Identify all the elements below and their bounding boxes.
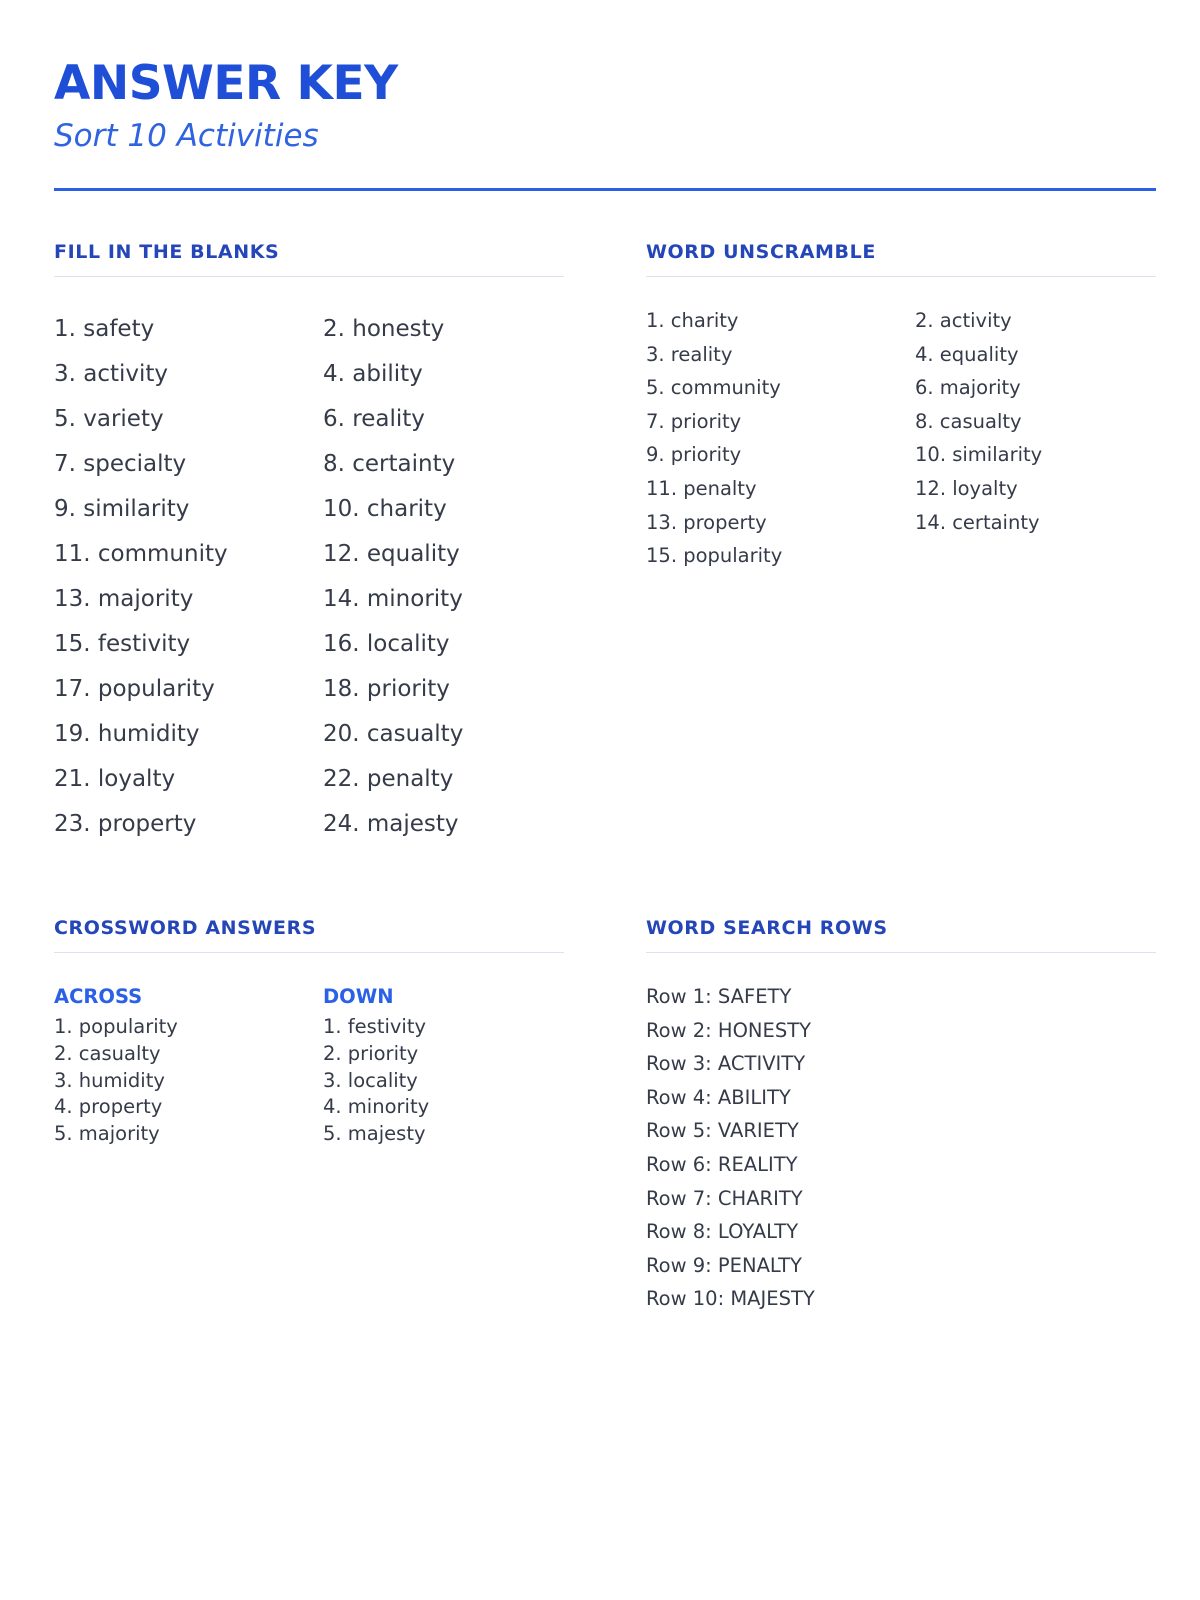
answer-item: 13. property <box>646 510 767 534</box>
answer-item: 1. safety <box>54 316 155 342</box>
answer-item: 8. certainty <box>323 451 456 477</box>
answer-item: 14. minority <box>323 586 463 612</box>
across-answer: 1. popularity <box>54 1015 178 1038</box>
down-answer: 5. majesty <box>323 1122 426 1146</box>
section-heading: CROSSWORD ANSWERS <box>54 917 317 939</box>
across-answer: 4. property <box>54 1095 163 1119</box>
down-heading: DOWN <box>323 985 394 1008</box>
header-divider <box>54 188 1156 191</box>
word-search-row: Row 4: ABILITY <box>646 1085 791 1109</box>
down-answer: 4. minority <box>323 1095 430 1119</box>
down-answer: 1. festivity <box>323 1015 427 1038</box>
answer-item: 16. locality <box>323 631 450 657</box>
answer-item: 9. similarity <box>54 496 190 522</box>
answer-item: 5. community <box>646 376 781 400</box>
crossword-answers-section <box>54 913 564 1148</box>
word-search-row: Row 9: PENALTY <box>646 1253 802 1277</box>
crossword-columns <box>54 980 564 1148</box>
section-heading: FILL IN THE BLANKS <box>54 241 280 263</box>
answer-item: 19. humidity <box>54 721 200 747</box>
section-divider <box>54 952 564 953</box>
answer-item: 10. charity <box>323 496 447 522</box>
across-heading: ACROSS <box>54 985 143 1008</box>
answer-item: 15. festivity <box>54 631 191 657</box>
word-search-row: Row 3: ACTIVITY <box>646 1052 806 1076</box>
answer-item: 1. charity <box>646 309 739 332</box>
page-subtitle: Sort 10 Activities <box>54 118 319 154</box>
word-unscramble-section <box>646 237 1156 573</box>
section-heading: WORD SEARCH ROWS <box>646 917 888 939</box>
answer-item: 17. popularity <box>54 676 215 702</box>
answer-item: 11. community <box>54 541 228 567</box>
answer-item: 2. activity <box>915 309 1012 332</box>
section-heading: WORD UNSCRAMBLE <box>646 241 876 263</box>
answer-item: 13. majority <box>54 586 194 612</box>
word-search-row: Row 6: REALITY <box>646 1152 798 1176</box>
fill-in-the-blanks-section <box>54 237 564 847</box>
across-column <box>54 980 323 1148</box>
answer-item: 4. equality <box>915 342 1019 366</box>
answer-item: 11. penalty <box>646 476 757 500</box>
word-unscramble-list <box>646 304 1156 573</box>
answer-item: 23. property <box>54 811 197 837</box>
answer-item: 7. priority <box>646 409 742 433</box>
answer-item: 2. honesty <box>323 316 445 342</box>
down-answer: 2. priority <box>323 1041 419 1065</box>
section-divider <box>646 276 1156 277</box>
fill-in-the-blanks-list <box>54 307 564 847</box>
answer-item: 22. penalty <box>323 766 454 792</box>
answer-item: 8. casualty <box>915 409 1022 433</box>
answer-item: 10. similarity <box>915 443 1043 467</box>
section-divider <box>646 952 1156 953</box>
answer-item: 24. majesty <box>323 811 459 837</box>
answer-item: 6. majority <box>915 376 1021 400</box>
word-search-rows-section <box>646 913 1156 1316</box>
across-answer: 3. humidity <box>54 1068 165 1092</box>
answer-item: 4. ability <box>323 361 423 387</box>
section-divider <box>54 276 564 277</box>
answer-item: 21. loyalty <box>54 766 176 792</box>
word-search-row: Row 10: MAJESTY <box>646 1287 815 1311</box>
word-search-row: Row 5: VARIETY <box>646 1119 799 1143</box>
word-search-row: Row 1: SAFETY <box>646 985 792 1008</box>
answer-item: 14. certainty <box>915 510 1040 534</box>
answer-item: 5. variety <box>54 406 164 432</box>
word-search-row: Row 2: HONESTY <box>646 1018 812 1042</box>
answer-item: 3. activity <box>54 361 169 387</box>
answer-item: 12. loyalty <box>915 476 1018 500</box>
across-answer: 2. casualty <box>54 1041 161 1065</box>
answer-item: 20. casualty <box>323 721 464 747</box>
page-title: ANSWER KEY <box>54 56 398 111</box>
word-search-list <box>646 980 1156 1316</box>
answer-item: 7. specialty <box>54 451 187 477</box>
across-answer: 5. majority <box>54 1122 160 1146</box>
answer-item: 12. equality <box>323 541 460 567</box>
answer-item: 9. priority <box>646 443 742 467</box>
word-search-row: Row 8: LOYALTY <box>646 1220 799 1244</box>
word-search-row: Row 7: CHARITY <box>646 1186 803 1210</box>
down-column <box>323 980 564 1148</box>
down-answer: 3. locality <box>323 1068 418 1092</box>
answer-item: 18. priority <box>323 676 450 702</box>
answer-item: 6. reality <box>323 406 425 432</box>
answer-item: 3. reality <box>646 342 733 366</box>
answer-item: 15. popularity <box>646 544 783 568</box>
